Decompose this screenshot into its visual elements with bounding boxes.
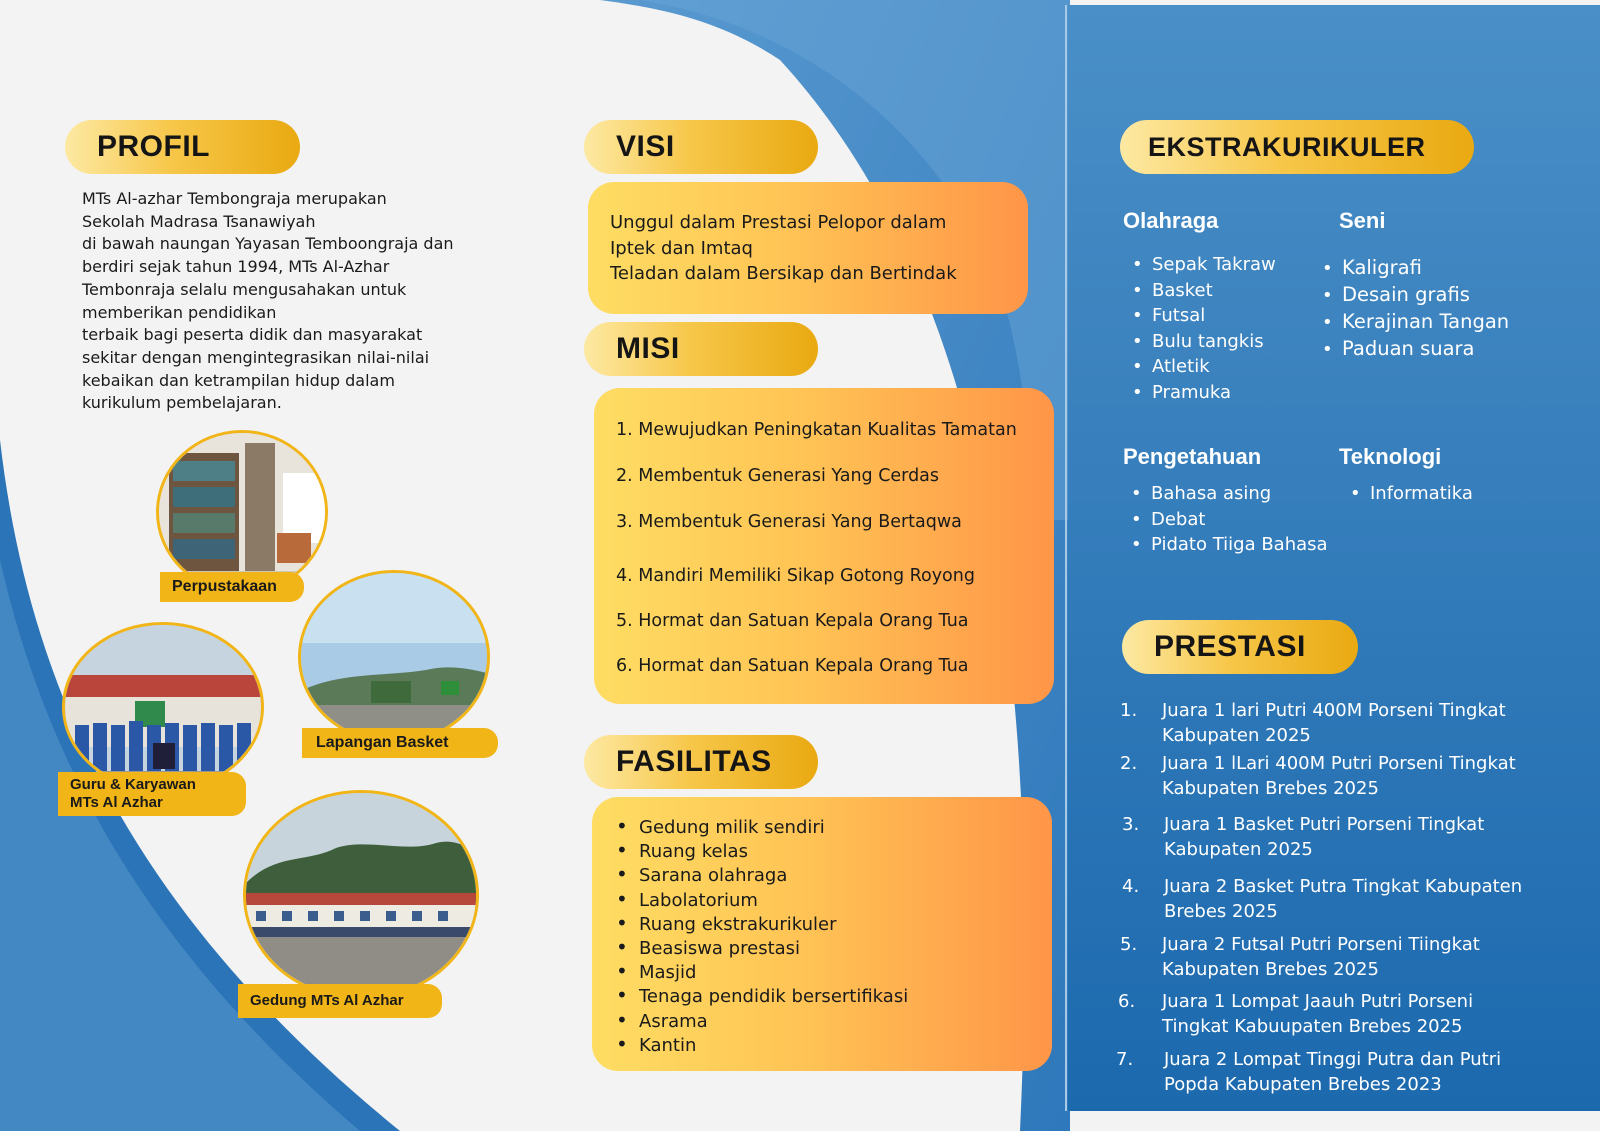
- misi-item: 4. Mandiri Memiliki Sikap Gotong Royong: [616, 566, 975, 586]
- prestasi-line2: Popda Kabupaten Brebes 2023: [1164, 1074, 1442, 1095]
- fasilitas-item: • Labolatorium: [616, 887, 908, 911]
- prestasi-text: [1162, 698, 1506, 748]
- profil-line: MTs Al-azhar Tembongraja merupakan: [82, 189, 387, 208]
- pengetahuan-item: • Pidato Tiiga Bahasa: [1131, 534, 1328, 560]
- misi-item: 3. Membentuk Generasi Yang Bertaqwa: [616, 512, 962, 532]
- visi-line: Unggul dalam Prestasi Pelopor dalam: [610, 212, 947, 233]
- olahraga-heading: Olahraga: [1123, 208, 1219, 233]
- prestasi-line1: Juara 2 Futsal Putri Porseni Tiingkat: [1162, 934, 1480, 955]
- fasilitas-item: • Ruang ekstrakurikuler: [616, 911, 908, 935]
- profil-line: terbaik bagi peserta didik dan masyarakat: [82, 325, 423, 345]
- olahraga-item: • Sepak Takraw: [1132, 254, 1276, 280]
- prestasi-line2: Brebes 2025: [1164, 901, 1278, 922]
- misi-item: 2. Membentuk Generasi Yang Cerdas: [616, 466, 940, 486]
- prestasi-text: [1164, 874, 1522, 924]
- pengetahuan-list: [1131, 483, 1328, 560]
- prestasi-line2: Kabupaten 2025: [1162, 725, 1311, 746]
- prestasi-text: [1162, 751, 1516, 801]
- staff-caption: [58, 772, 246, 816]
- fasilitas-list: [616, 814, 908, 1056]
- fasilitas-item: • Asrama: [616, 1008, 908, 1032]
- prestasi-line1: Juara 1 Lompat Jaauh Putri Porseni: [1162, 991, 1474, 1012]
- fasilitas-item: • Tenaga pendidik bersertifikasi: [616, 983, 908, 1007]
- seni-item: • Kaligrafi: [1322, 256, 1509, 283]
- misi-item: 5. Hormat dan Satuan Kepala Orang Tua: [616, 611, 969, 631]
- visi-text: [610, 210, 957, 287]
- olahraga-list: [1132, 254, 1276, 407]
- prestasi-num: 5.: [1120, 934, 1138, 955]
- olahraga-item: • Futsal: [1132, 305, 1276, 331]
- building-caption: Gedung MTs Al Azhar: [238, 984, 442, 1018]
- profil-line: kurikulum pembelajaran.: [82, 393, 282, 413]
- library-caption: Perpustakaan: [160, 572, 304, 602]
- staff-caption-line1: Guru & Karyawan: [70, 776, 196, 793]
- library-photo: [156, 430, 328, 594]
- profil-line: Tembonraja selalu mengusahakan untuk: [82, 279, 407, 299]
- prestasi-line2: Kabupaten Brebes 2025: [1162, 778, 1379, 799]
- seni-item: • Kerajinan Tangan: [1322, 310, 1509, 337]
- misi-title: MISI: [584, 322, 818, 376]
- fasilitas-title: FASILITAS: [584, 735, 818, 789]
- fasilitas-item: • Kantin: [616, 1032, 908, 1056]
- olahraga-item: • Basket: [1132, 280, 1276, 306]
- profil-line: sekitar dengan mengintegrasikan nilai-nilai: [82, 347, 430, 367]
- teknologi-list: [1350, 483, 1473, 509]
- prestasi-line1: Juara 1 lari Putri 400M Porseni Tingkat: [1162, 700, 1506, 721]
- pengetahuan-item: • Debat: [1131, 509, 1328, 535]
- visi-line: Teladan dalam Bersikap dan Bertindak: [610, 263, 957, 284]
- misi-item: 1. Mewujudkan Peningkatan Kualitas Tamatan: [616, 420, 1017, 440]
- visi-title: VISI: [584, 120, 818, 174]
- fasilitas-item: • Ruang kelas: [616, 838, 908, 862]
- prestasi-num: 6.: [1118, 991, 1136, 1012]
- seni-item: • Paduan suara: [1322, 337, 1509, 364]
- prestasi-line1: Juara 2 Basket Putra Tingkat Kabupaten: [1164, 876, 1523, 897]
- prestasi-num: 2.: [1120, 753, 1138, 774]
- prestasi-line2: Kabupaten Brebes 2025: [1162, 959, 1379, 980]
- misi-item: 6. Hormat dan Satuan Kepala Orang Tua: [616, 656, 969, 676]
- prestasi-num: 4.: [1122, 876, 1140, 897]
- staff-caption-line2: MTs Al Azhar: [70, 794, 163, 811]
- ekstra-title: EKSTRAKURIKULER: [1120, 120, 1474, 174]
- prestasi-text: [1162, 989, 1473, 1039]
- staff-photo: [62, 622, 264, 792]
- profil-line: Sekolah Madrasa Tsanawiyah: [82, 211, 316, 231]
- prestasi-text: [1162, 932, 1480, 982]
- pengetahuan-heading: Pengetahuan: [1123, 444, 1262, 469]
- seni-heading: Seni: [1339, 208, 1386, 233]
- profil-line: kebaikan dan ketrampilan hidup dalam: [82, 370, 395, 390]
- prestasi-line2: Tingkat Kabuupaten Brebes 2025: [1162, 1016, 1463, 1037]
- olahraga-item: • Pramuka: [1132, 382, 1276, 408]
- prestasi-line2: Kabupaten 2025: [1164, 839, 1313, 860]
- teknologi-heading: Teknologi: [1339, 444, 1442, 469]
- profil-line: memberikan pendidikan: [82, 302, 277, 322]
- prestasi-line1: Juara 1 Basket Putri Porseni Tingkat: [1164, 814, 1485, 835]
- prestasi-num: 7.: [1116, 1049, 1134, 1070]
- prestasi-num: 1.: [1120, 700, 1138, 721]
- olahraga-item: • Atletik: [1132, 356, 1276, 382]
- prestasi-text: [1164, 1047, 1501, 1097]
- building-photo: [243, 790, 479, 1000]
- olahraga-item: • Bulu tangkis: [1132, 331, 1276, 357]
- pengetahuan-item: • Bahasa asing: [1131, 483, 1328, 509]
- prestasi-line1: Juara 1 lLari 400M Putri Porseni Tingkat: [1162, 753, 1516, 774]
- prestasi-num: 3.: [1122, 814, 1140, 835]
- visi-line: Iptek dan Imtaq: [610, 237, 753, 259]
- prestasi-title: PRESTASI: [1122, 620, 1358, 674]
- profil-line: berdiri sejak tahun 1994, MTs Al-Azhar: [82, 257, 390, 277]
- seni-item: • Desain grafis: [1322, 283, 1509, 310]
- fasilitas-item: • Gedung milik sendiri: [616, 814, 908, 838]
- field-caption: Lapangan Basket: [302, 728, 498, 758]
- seni-list: [1322, 256, 1509, 364]
- profil-title: PROFIL: [65, 120, 300, 174]
- fasilitas-item: • Beasiswa prestasi: [616, 935, 908, 959]
- field-photo: [298, 570, 490, 744]
- fasilitas-item: • Sarana olahraga: [616, 862, 908, 886]
- prestasi-line1: Juara 2 Lompat Tinggi Putra dan Putri: [1164, 1049, 1502, 1070]
- teknologi-item: • Informatika: [1350, 483, 1473, 509]
- profil-description: [82, 188, 502, 415]
- profil-line: di bawah naungan Yayasan Temboongraja dan: [82, 234, 454, 254]
- prestasi-text: [1164, 812, 1484, 862]
- fasilitas-item: • Masjid: [616, 959, 908, 983]
